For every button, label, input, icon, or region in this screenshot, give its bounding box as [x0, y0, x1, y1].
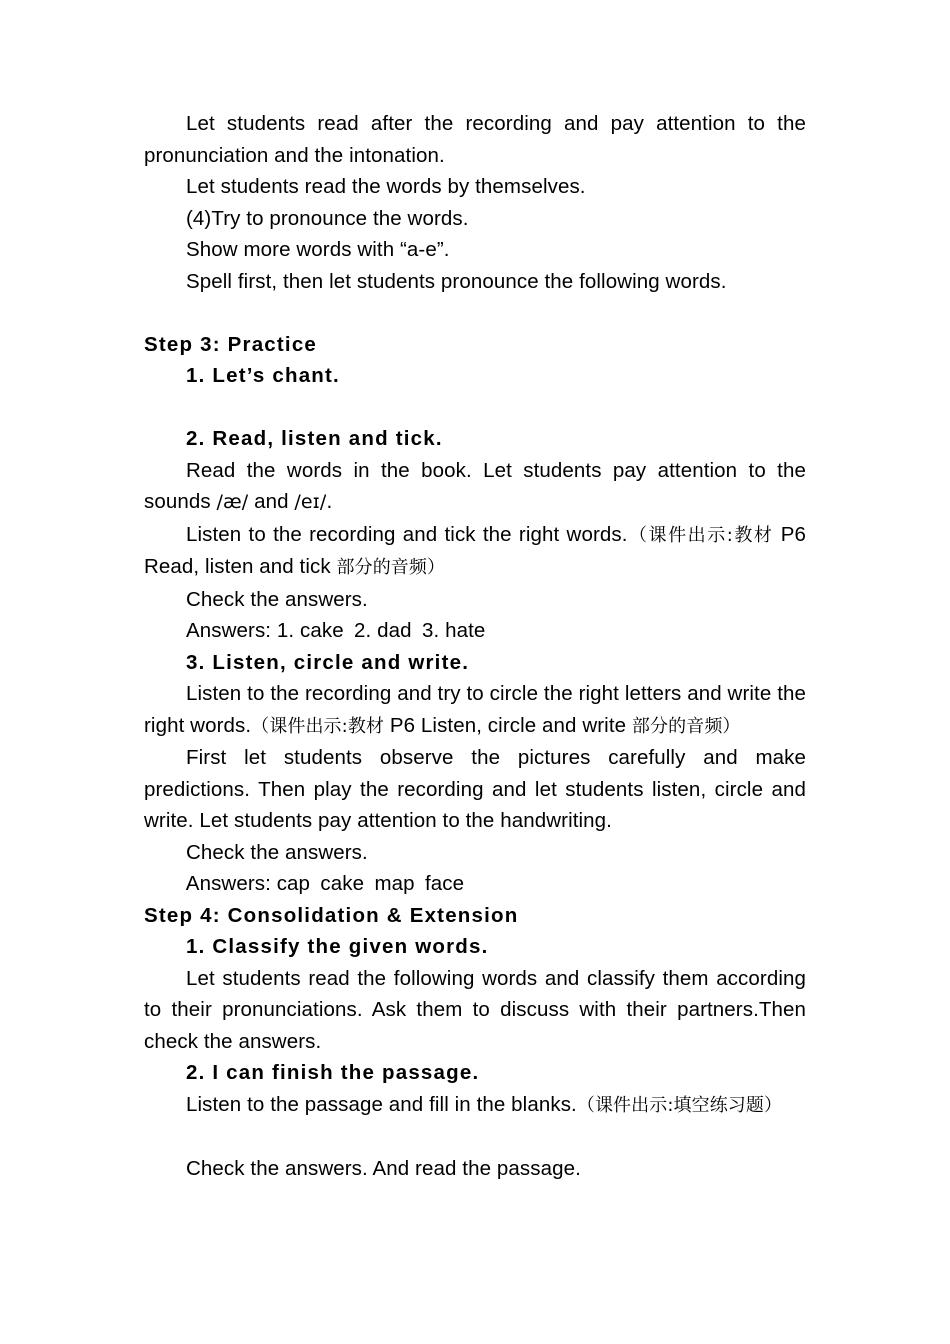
listen-tick-cn-close: 部分的音频） — [336, 557, 446, 578]
listen-tick-english: Listen to the recording and tick the right words. — [186, 522, 628, 546]
paragraph-listen-circle-write-desc — [144, 678, 806, 742]
paragraph-check-answers-3: Check the answers. And read the passage. — [186, 1156, 581, 1180]
paragraph-answers-2 — [144, 868, 806, 900]
listen-tick-page-ref: P6 Read, listen and tick — [144, 522, 807, 578]
paragraph-listen-passage — [144, 1089, 806, 1122]
item-lets-chant: 1. Let’s chant. — [186, 364, 340, 387]
text-and: and — [254, 490, 289, 513]
listen-circle-page-ref: P6 Listen, circle and write — [389, 713, 632, 737]
paragraph-try-pronounce: (4)Try to pronounce the words. — [186, 206, 469, 230]
paragraph-listen-tick-right-words — [144, 519, 806, 584]
item-read-listen-tick: 2. Read, listen and tick. — [186, 427, 443, 450]
listen-circle-cn-open: （课件出示:教材 — [251, 715, 390, 737]
paragraph-read-words-in-book — [144, 455, 806, 519]
listen-passage-cn: （课件出示:填空练习题） — [576, 1094, 783, 1116]
listen-circle-cn-close: 部分的音频） — [631, 715, 741, 737]
paragraph-show-more-words: Show more words with “a-e”. — [186, 238, 450, 261]
heading-step-4: Step 4: Consolidation & Extension — [144, 903, 519, 927]
item-listen-circle-write: 3. Listen, circle and write. — [186, 650, 470, 674]
document-body — [144, 108, 806, 1184]
paragraph-spell-first: Spell first, then let students pronounce the following words. — [186, 269, 727, 293]
answers-2-text: Answers: cap cake map face — [185, 872, 465, 895]
paragraph-answers-1: Answers: 1. cake 2. dad 3. hate — [186, 619, 486, 642]
ipa-ei: /eɪ/. — [294, 491, 333, 513]
spacer-3 — [144, 1121, 806, 1153]
heading-step-3: Step 3: Practice — [144, 332, 318, 356]
spacer-2 — [144, 392, 806, 424]
paragraph-check-answers-2: Check the answers. — [186, 840, 368, 864]
paragraph-read-by-themselves: Let students read the words by themselves. — [186, 175, 586, 198]
item-finish-passage: 2. I can finish the passage. — [186, 1061, 480, 1084]
ipa-ae: /æ/ — [216, 491, 249, 513]
listen-tick-cn-open: （课件出示:教材 — [627, 524, 781, 546]
paragraph-read-words-text: Read the words in the book. Let students pay attention to the sounds — [144, 458, 806, 513]
listen-circle-english: Listen to the recording and try to circle the right letters and write the right words. — [144, 682, 806, 737]
spacer-1 — [144, 297, 806, 329]
paragraph-observe-pictures: First let students observe the pictures carefully and make predictions. Then play the recording and let students listen, circle and write. Let students pay attention to the handwriting. — [144, 746, 806, 832]
paragraph-check-answers-1: Check the answers. — [186, 587, 368, 611]
paragraph-classify-desc: Let students read the following words and classify them according to their pronunciations. Ask them to discuss with their partners.Then check the answers. — [144, 966, 806, 1053]
listen-passage-english: Listen to the passage and fill in the blanks. — [186, 1092, 577, 1116]
paragraph-read-after-recording: Let students read after the recording and pay attention to the pronunciation and the intonation. — [144, 112, 806, 167]
item-classify-words: 1. Classify the given words. — [186, 935, 489, 958]
